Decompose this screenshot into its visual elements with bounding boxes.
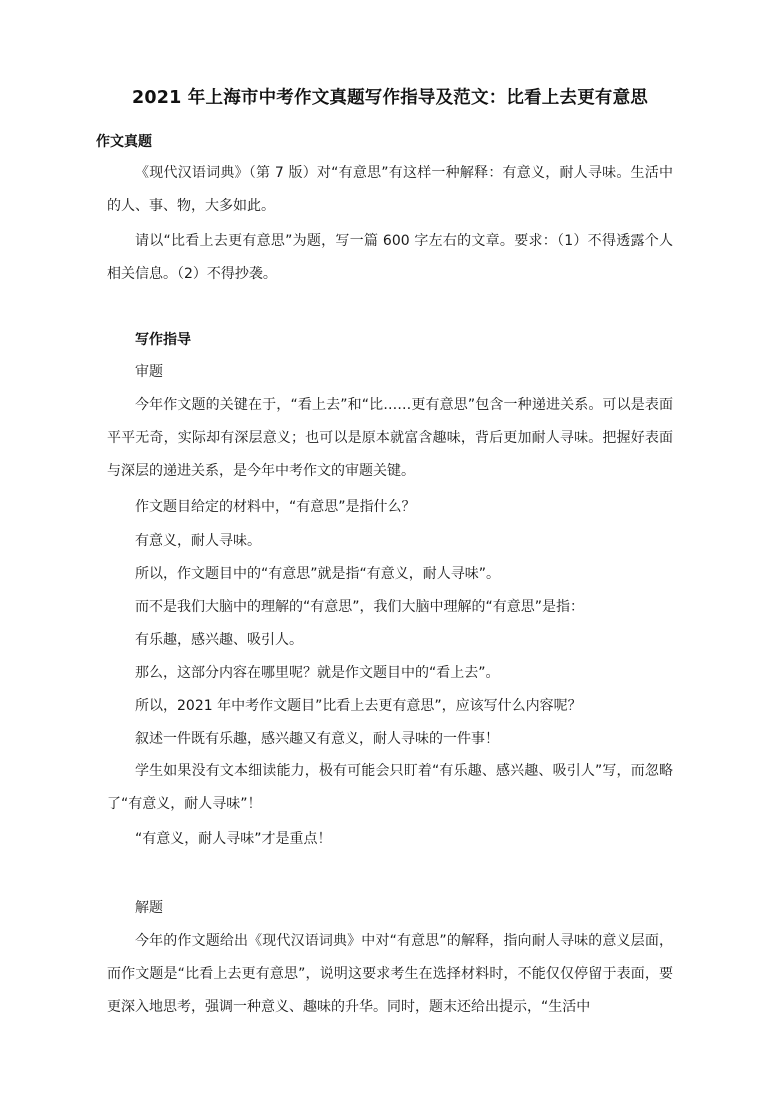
solve-subheading: 解题: [135, 900, 163, 916]
review-paragraph-2: 学生如果没有文本细读能力，极有可能会只盯着“有乐趣、感兴趣、吸引人”写，而忽略了“有意义，耐人寻味”！: [107, 763, 673, 812]
exam-section-heading: 作文真题: [96, 134, 152, 150]
review-emphasis: “有意义，耐人寻味”才是重点！: [135, 831, 332, 847]
review-line-8: 叙述一件既有乐趣，感兴趣又有意义，耐人寻味的一件事！: [135, 731, 499, 747]
review-line-7: 所以，2021 年中考作文题目”比看上去更有意思”，应该写什么内容呢？: [135, 698, 582, 714]
review-line-5: 有乐趣，感兴趣、吸引人。: [135, 632, 303, 648]
review-line-3: 所以，作文题目中的“有意思”就是指“有意义，耐人寻味”。: [135, 566, 501, 582]
review-line-1: 作文题目给定的材料中，“有意思”是指什么？: [135, 499, 416, 515]
review-line-6: 那么，这部分内容在哪里呢？就是作文题目中的“看上去”。: [135, 665, 500, 681]
review-line-4: 而不是我们大脑中的理解的“有意思”，我们大脑中理解的“有意思”是指：: [135, 599, 585, 615]
solve-paragraph: 今年的作文题给出《现代汉语词典》中对“有意思”的解释，指向耐人寻味的意义层面，而作文题是“比看上去更有意思”，说明这要求考生在选择材料时，不能仅仅停留于表面，要更深入地思考，强调一种意义、趣味的升华。同时，题末还给出提示，“生活中: [107, 933, 673, 1015]
review-line-2: 有意义，耐人寻味。: [135, 533, 261, 549]
review-subheading: 审题: [135, 364, 163, 380]
document-title: 2021 年上海市中考作文真题写作指导及范文：比看上去更有意思: [132, 88, 648, 108]
exam-paragraph-1: 《现代汉语词典》（第 7 版）对“有意思”有这样一种解释：有意义，耐人寻味。生活中的人、事、物，大多如此。: [107, 165, 673, 214]
review-paragraph-1: 今年作文题的关键在于，“看上去”和“比……更有意思”包含一种递进关系。可以是表面平平无奇，实际却有深层意义；也可以是原本就富含趣味，背后更加耐人寻味。把握好表面与深层的递进关系，是今年中考作文的审题关键。: [107, 397, 673, 479]
exam-paragraph-2: 请以“比看上去更有意思”为题，写一篇 600 字左右的文章。要求：（1）不得透露个人相关信息。（2）不得抄袭。: [107, 233, 673, 282]
guide-section-heading: 写作指导: [135, 332, 191, 348]
